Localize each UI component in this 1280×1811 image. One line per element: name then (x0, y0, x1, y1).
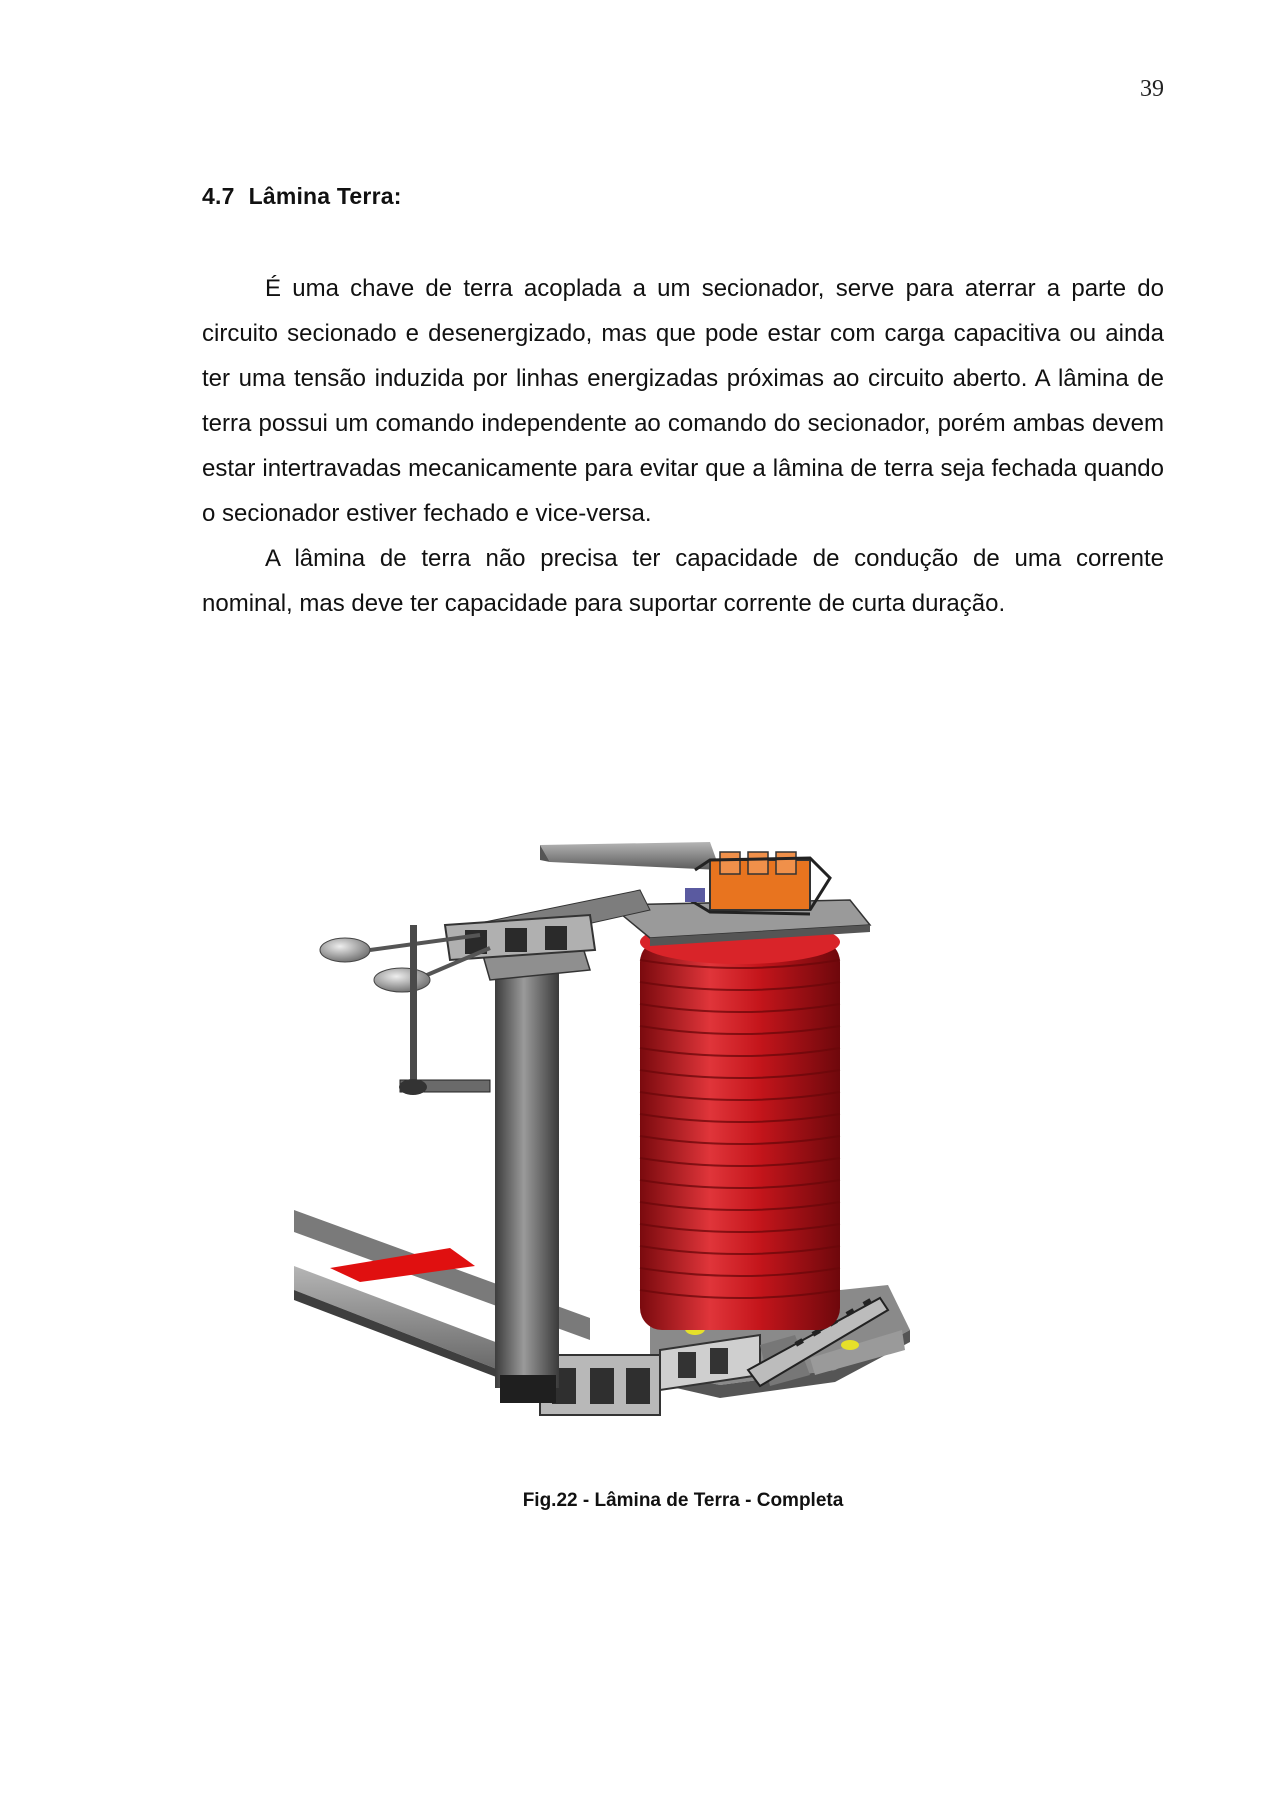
insulator (640, 920, 840, 1330)
figure-earthing-blade (290, 830, 1050, 1470)
section-title: Lâmina Terra: (248, 183, 402, 209)
paragraph: A lâmina de terra não precisa ter capacidade de condução de uma corrente nominal, mas deve ter capacidade para suportar corrente de curta duração. (202, 545, 1164, 617)
page-number: 39 (1140, 76, 1164, 102)
figure-caption: Fig.22 - Lâmina de Terra - Completa (522, 1490, 844, 1511)
section-heading (202, 183, 402, 210)
earthing-blade-illustration (290, 830, 1050, 1470)
paragraph: É uma chave de terra acoplada a um secionador, serve para aterrar a parte do circuito secionado e desenergizado, mas que pode estar com carga capacitiva ou ainda ter uma tensão induzida por linhas energizadas próximas ao circuito aberto. A lâmina de terra possui um comando independente ao comando do secionador, porém ambas devem estar intertravadas mecanicamente para evitar que a lâmina de terra seja fechada quando o secionador estiver fechado e vice-versa. (202, 275, 1164, 527)
section-number: 4.7 (202, 183, 235, 209)
body-text (202, 266, 1164, 626)
